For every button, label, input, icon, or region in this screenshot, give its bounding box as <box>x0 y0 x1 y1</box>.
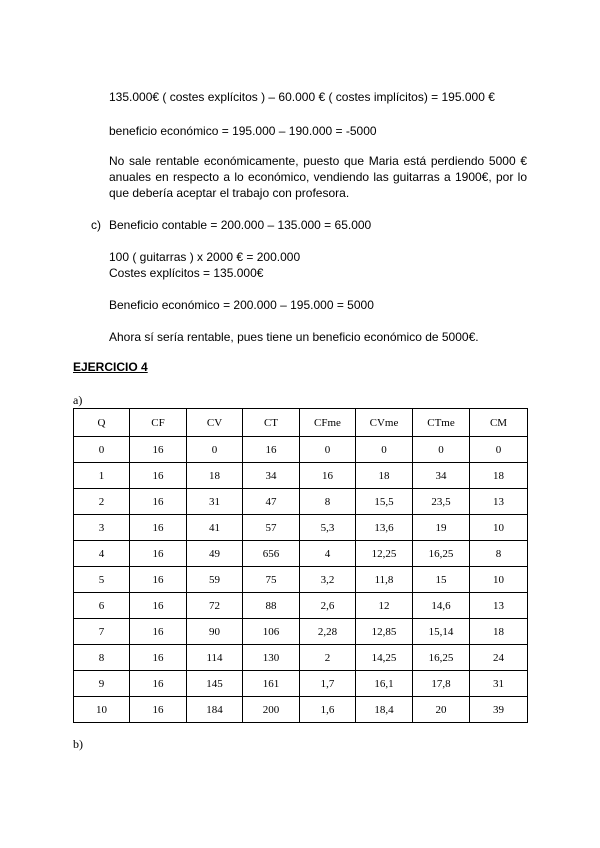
table-cell: 15 <box>413 567 470 593</box>
table-cell: 14,25 <box>356 645 413 671</box>
table-cell: 5,3 <box>300 515 356 541</box>
column-header: CF <box>130 409 187 437</box>
table-cell: 16 <box>130 515 187 541</box>
table-row <box>74 463 528 489</box>
table-cell: 2 <box>74 489 130 515</box>
table-cell: 16 <box>130 463 187 489</box>
table-cell: 0 <box>187 437 243 463</box>
table-cell: 1 <box>74 463 130 489</box>
table-cell: 11,8 <box>356 567 413 593</box>
cost-equation-line: 135.000€ ( costes explícitos ) – 60.000 € ( costes implícitos) = 195.000 € <box>109 90 495 104</box>
economic-profit-line-c: Beneficio económico = 200.000 – 195.000 = 5000 <box>109 298 374 312</box>
table-cell: 17,8 <box>413 671 470 697</box>
table-cell: 161 <box>243 671 300 697</box>
part-a-label: a) <box>73 393 83 407</box>
table-cell: 114 <box>187 645 243 671</box>
table-cell: 16 <box>243 437 300 463</box>
table-row <box>74 541 528 567</box>
table-cell: 3 <box>74 515 130 541</box>
table-cell: 8 <box>300 489 356 515</box>
table-cell: 15,14 <box>413 619 470 645</box>
table-cell: 130 <box>243 645 300 671</box>
table-cell: 16 <box>130 619 187 645</box>
revenue-line: 100 ( guitarras ) x 2000 € = 200.000 <box>109 250 301 264</box>
table-cell: 13,6 <box>356 515 413 541</box>
table-cell: 6 <box>74 593 130 619</box>
table-cell: 13 <box>470 489 528 515</box>
table-cell: 8 <box>470 541 528 567</box>
column-header: CM <box>470 409 528 437</box>
table-cell: 18 <box>187 463 243 489</box>
table-cell: 8 <box>74 645 130 671</box>
table-row <box>74 567 528 593</box>
column-header: CFme <box>300 409 356 437</box>
accounting-profit-line: Beneficio contable = 200.000 – 135.000 = 65.000 <box>109 218 372 232</box>
table-cell: 10 <box>470 515 528 541</box>
table-cell: 18 <box>470 463 528 489</box>
table-cell: 16 <box>130 671 187 697</box>
table-cell: 4 <box>300 541 356 567</box>
table-cell: 2 <box>300 645 356 671</box>
column-header: CVme <box>356 409 413 437</box>
table-header-row <box>74 409 528 437</box>
conclusion-paragraph: No sale rentable económicamente, puesto que Maria está perdiendo 5000 € anuales en respecto a lo económico, vendiendo las guitarras a 1900€, por lo que debería aceptar el trabajo con profesora. <box>109 154 527 200</box>
table-cell: 9 <box>74 671 130 697</box>
table-cell: 41 <box>187 515 243 541</box>
table-cell: 656 <box>243 541 300 567</box>
table-cell: 16 <box>130 437 187 463</box>
table-cell: 4 <box>74 541 130 567</box>
table-cell: 16 <box>130 489 187 515</box>
exercise-heading: EJERCICIO 4 <box>73 360 148 374</box>
table-row <box>74 437 528 463</box>
table-cell: 184 <box>187 697 243 723</box>
table-cell: 0 <box>74 437 130 463</box>
table-row <box>74 619 528 645</box>
table-cell: 106 <box>243 619 300 645</box>
table-cell: 90 <box>187 619 243 645</box>
part-b-label: b) <box>73 737 83 751</box>
table-cell: 34 <box>413 463 470 489</box>
table-cell: 16 <box>130 541 187 567</box>
table-row <box>74 515 528 541</box>
table-row <box>74 645 528 671</box>
table-row <box>74 697 528 723</box>
table-cell: 12,25 <box>356 541 413 567</box>
table-cell: 16 <box>130 593 187 619</box>
table-cell: 88 <box>243 593 300 619</box>
table-cell: 16 <box>130 567 187 593</box>
table-cell: 18,4 <box>356 697 413 723</box>
table-cell: 23,5 <box>413 489 470 515</box>
table-cell: 31 <box>187 489 243 515</box>
table-cell: 5 <box>74 567 130 593</box>
table-cell: 24 <box>470 645 528 671</box>
table-cell: 75 <box>243 567 300 593</box>
table-cell: 16,1 <box>356 671 413 697</box>
table-cell: 57 <box>243 515 300 541</box>
table-cell: 12,85 <box>356 619 413 645</box>
table-cell: 1,6 <box>300 697 356 723</box>
table-cell: 0 <box>356 437 413 463</box>
table-cell: 34 <box>243 463 300 489</box>
table-cell: 3,2 <box>300 567 356 593</box>
item-c-label: c) <box>91 218 101 232</box>
table-cell: 0 <box>300 437 356 463</box>
table-row <box>74 671 528 697</box>
table-cell: 13 <box>470 593 528 619</box>
table-cell: 200 <box>243 697 300 723</box>
table-cell: 10 <box>74 697 130 723</box>
table-cell: 2,28 <box>300 619 356 645</box>
explicit-costs-line: Costes explícitos = 135.000€ <box>109 266 264 280</box>
table-cell: 16 <box>300 463 356 489</box>
table-cell: 20 <box>413 697 470 723</box>
table-row <box>74 593 528 619</box>
table-cell: 18 <box>470 619 528 645</box>
table-cell: 19 <box>413 515 470 541</box>
table-row <box>74 489 528 515</box>
table-cell: 18 <box>356 463 413 489</box>
table-cell: 15,5 <box>356 489 413 515</box>
table-cell: 0 <box>413 437 470 463</box>
cost-table <box>73 408 528 723</box>
table-cell: 31 <box>470 671 528 697</box>
economic-profit-line: beneficio económico = 195.000 – 190.000 = -5000 <box>109 124 377 138</box>
table-cell: 7 <box>74 619 130 645</box>
table-cell: 47 <box>243 489 300 515</box>
table-cell: 145 <box>187 671 243 697</box>
table-cell: 0 <box>470 437 528 463</box>
table-cell: 14,6 <box>413 593 470 619</box>
table-cell: 12 <box>356 593 413 619</box>
final-conclusion-line: Ahora sí sería rentable, pues tiene un beneficio económico de 5000€. <box>109 330 479 344</box>
table-cell: 16 <box>130 645 187 671</box>
table-cell: 1,7 <box>300 671 356 697</box>
table-cell: 16,25 <box>413 645 470 671</box>
table-cell: 16,25 <box>413 541 470 567</box>
column-header: CTme <box>413 409 470 437</box>
column-header: Q <box>74 409 130 437</box>
table-cell: 2,6 <box>300 593 356 619</box>
table-cell: 59 <box>187 567 243 593</box>
column-header: CT <box>243 409 300 437</box>
column-header: CV <box>187 409 243 437</box>
table-cell: 72 <box>187 593 243 619</box>
table-cell: 10 <box>470 567 528 593</box>
table-cell: 16 <box>130 697 187 723</box>
table-cell: 49 <box>187 541 243 567</box>
table-cell: 39 <box>470 697 528 723</box>
